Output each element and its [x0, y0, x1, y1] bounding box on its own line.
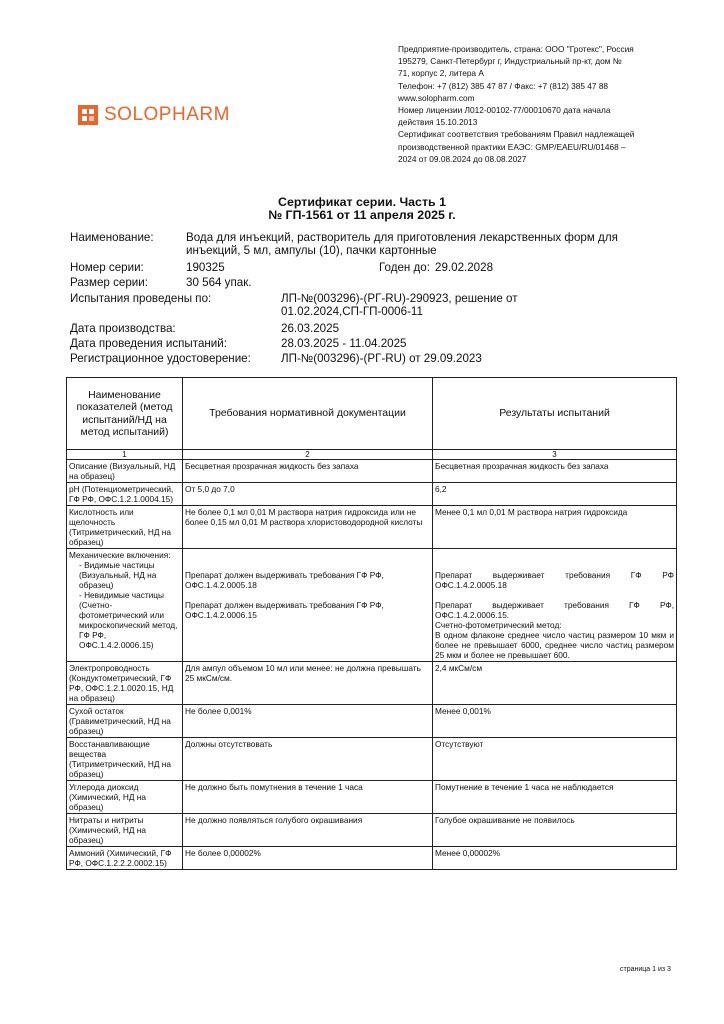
mechanical-label: Механические включения: — [69, 550, 171, 560]
company-info — [398, 43, 688, 165]
solopharm-logo-icon — [78, 105, 98, 125]
result-cell: Бесцветная прозрачная жидкость без запаха — [433, 460, 677, 483]
col-number: 2 — [183, 450, 433, 460]
result-cell: Помутнение в течение 1 часа не наблюдается — [433, 781, 677, 814]
parameter-cell: pH (Потенциометрический, ГФ РФ, ОФС.1.2.1.0004.15) — [67, 483, 183, 506]
tests-label: Испытания проведены по: — [70, 292, 212, 305]
series-label: Номер серии: — [70, 261, 144, 274]
parameter-cell: Сухой остаток (Гравиметрический, НД на образец) — [67, 705, 183, 738]
res-method: Счетно-фотометрический метод: — [435, 620, 562, 630]
testing-date-label: Дата проведения испытаний: — [70, 337, 227, 350]
res-detail: В одном флаконе среднее число частиц размером 10 мкм и более не превышает 6000, среднее число частиц размером 25 мкм и более не превышает 600. — [435, 630, 674, 660]
parameter-cell: Нитраты и нитриты (Химический, НД на образец) — [67, 814, 183, 847]
registration-label: Регистрационное удостоверение: — [70, 352, 251, 365]
res-invisible: Препарат выдерживает требования ГФ РФ, ОФС.1.4.2.0006.15. — [435, 600, 674, 620]
table-row — [67, 662, 677, 705]
company-line: www.solopharm.com — [398, 92, 475, 103]
company-line: Телефон: +7 (812) 385 47 87 / Факс: +7 (812) 385 47 88 — [398, 80, 609, 91]
name-value-line2: инъекций, 5 мл, ампулы (10), пачки картонные — [186, 244, 437, 257]
series-value: 190325 — [186, 261, 225, 274]
requirement-cell: Должны отсутствовать — [183, 738, 433, 781]
requirement-cell: Не должно быть помутнения в течение 1 часа — [183, 781, 433, 814]
col-number: 1 — [67, 450, 183, 460]
parameter-cell: Аммоний (Химический, ГФ РФ, ОФС.1.2.2.2.0002.15) — [67, 847, 183, 870]
requirement-cell: Не более 0,00002% — [183, 847, 433, 870]
result-cell — [433, 549, 677, 662]
invisible-particles-label: - Невидимые частицы (Счетно-фотометрический или микроскопический метод, ГФ РФ, ОФС.1.4.2.0006.15) — [79, 590, 178, 650]
company-line: Сертификат соответствия требованиям Правил надлежащей — [398, 129, 635, 140]
table-row-mechanical — [67, 549, 677, 662]
table-row — [67, 781, 677, 814]
table-row — [67, 705, 677, 738]
req-visible: Препарат должен выдерживать требования ГФ РФ, ОФС.1.4.2.0005.18 — [185, 570, 384, 590]
result-cell: Менее 0,001% — [433, 705, 677, 738]
requirement-cell: Не более 0,1 мл 0,01 М раствора натрия гидроксида или не более 0,15 мл 0,01 М раствора хлористоводородной кислоты — [183, 506, 433, 549]
parameter-cell — [67, 549, 183, 662]
requirement-cell — [183, 549, 433, 662]
res-visible: Препарат выдерживает требования ГФ РФ ОФС.1.4.2.0005.18 — [435, 570, 674, 590]
col-number: 3 — [433, 450, 677, 460]
col-header-results: Результаты испытаний — [433, 378, 677, 450]
parameter-cell: Описание (Визуальный, НД на образец) — [67, 460, 183, 483]
certificate-title: Сертификат серии. Часть 1 — [278, 195, 446, 209]
registration-value: ЛП-№(003296)-(РГ-RU) от 29.09.2023 — [281, 352, 482, 365]
company-line: производственной практики ЕАЭС: GMP/EAEU/RU/01468 – — [398, 141, 626, 152]
production-date-label: Дата производства: — [70, 322, 176, 335]
column-number-row — [67, 450, 677, 460]
table-row — [67, 847, 677, 870]
production-date-value: 26.03.2025 — [281, 322, 340, 335]
table-row — [67, 814, 677, 847]
testing-date-value: 28.03.2025 - 11.04.2025 — [281, 337, 407, 350]
table-row — [67, 506, 677, 549]
col-header-parameter: Наименование показателей (метод испытаний/НД на метод испытаний) — [67, 378, 183, 450]
result-cell: Отсутствуют — [433, 738, 677, 781]
table-row — [67, 460, 677, 483]
requirement-cell: Не более 0,001% — [183, 705, 433, 738]
requirement-cell: Не должно появляться голубого окрашивания — [183, 814, 433, 847]
visible-particles-label: - Видимые частицы (Визуальный, НД на образец) — [79, 560, 157, 590]
company-line: 195279, Санкт-Петербург г, Индустриальный пр-кт, дом № — [398, 56, 622, 67]
requirement-cell: Для ампул объемом 10 мл или менее: не должна превышать 25 мкСм/см. — [183, 662, 433, 705]
page-number: страница 1 из 3 — [620, 966, 671, 973]
expiry-label: Годен до: — [379, 261, 430, 274]
name-label: Наименование: — [70, 231, 154, 244]
result-cell: 2,4 мкСм/см — [433, 662, 677, 705]
col-header-requirements: Требования нормативной документации — [183, 378, 433, 450]
result-cell: Менее 0,1 мл 0,01 М раствора натрия гидроксида — [433, 506, 677, 549]
company-line: действия 15.10.2013 — [398, 117, 478, 128]
certificate-number: № ГП-1561 от 11 апреля 2025 г. — [268, 208, 456, 222]
table-row — [67, 483, 677, 506]
req-invisible: Препарат должен выдерживать требования ГФ РФ, ОФС.1.4.2.0006.15 — [185, 600, 384, 620]
company-line: Номер лицензии Л012-00102-77/00010670 дата начала — [398, 105, 611, 116]
parameter-cell: Кислотность или щелочность (Титриметрический, НД на образец) — [67, 506, 183, 549]
company-line: 2024 от 09.08.2024 до 08.08.2027 — [398, 153, 527, 164]
expiry-value: 29.02.2028 — [435, 261, 494, 274]
solopharm-logo — [78, 104, 230, 126]
name-value-line1: Вода для инъекций, растворитель для приготовления лекарственных форм для — [186, 231, 618, 244]
results-table — [66, 377, 677, 870]
parameter-cell: Электропроводность (Кондуктометрический, ГФ РФ, ОФС.1.2.1.0020.15, НД на образец) — [67, 662, 183, 705]
table-row — [67, 738, 677, 781]
requirement-cell: От 5,0 до 7,0 — [183, 483, 433, 506]
tests-value-line1: ЛП-№(003296)-(РГ-RU)-290923, решение от — [281, 292, 518, 305]
tests-value-line2: 01.02.2024,СП-ГП-0006-11 — [281, 305, 423, 318]
batch-size-value: 30 564 упак. — [186, 276, 252, 289]
result-cell: 6,2 — [433, 483, 677, 506]
result-cell: Голубое окрашивание не появилось — [433, 814, 677, 847]
requirement-cell: Бесцветная прозрачная жидкость без запаха — [183, 460, 433, 483]
batch-size-label: Размер серии: — [70, 276, 148, 289]
result-cell: Менее 0,00002% — [433, 847, 677, 870]
company-line: Предприятие-производитель, страна: ООО "Гротекс", Россия — [398, 44, 634, 54]
parameter-cell: Углерода диоксид (Химический, НД на образец) — [67, 781, 183, 814]
table-header-row — [67, 378, 677, 450]
company-line: 71, корпус 2, литера А — [398, 68, 484, 79]
logo-text: SOLOPHARM — [104, 104, 230, 125]
parameter-cell: Восстанавливающие вещества (Титриметрический, НД на образец) — [67, 738, 183, 781]
